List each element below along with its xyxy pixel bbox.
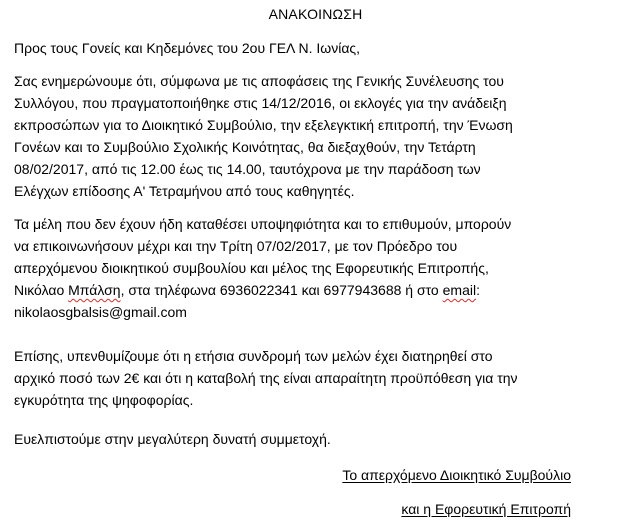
paragraph-line: απερχόμενου διοικητικού συμβουλίου και μέλος της Εφορευτικής Επιτροπής, <box>14 260 489 276</box>
paragraph-line: 08/02/2017, από τις 12.00 έως τις 14.00, ταυτόχρονα με την παράδοση των <box>14 161 481 177</box>
paragraph-line: εγκυρότητα της ψηφοφορίας. <box>14 392 194 408</box>
paragraph-line: να επικοινωνήσουν μέχρι και την Τρίτη 07/02/2017, με τον Πρόεδρο του <box>14 238 458 254</box>
paragraph-elections <box>14 70 614 202</box>
paragraph-candidacy <box>14 213 614 323</box>
contact-line <box>14 279 614 301</box>
greeting-line: Προς τους Γονείς και Κηδεμόνες του 2ου ΓΕΛ Ν. Ιωνίας, <box>14 40 361 56</box>
email-address: nikolaosgbalsis@gmail.com <box>14 304 187 320</box>
contact-text: Νικόλαο <box>14 282 69 298</box>
closing-line: Ευελπιστούμε στην μεγαλύτερη δυνατή συμμετοχή. <box>14 431 331 447</box>
colon-text: : <box>476 282 480 298</box>
document-title: ΑΝΑΚΟΙΝΩΣΗ <box>268 6 363 22</box>
paragraph-line: Συλλόγου, που πραγματοποιήθηκε στις 14/12/2016, οι εκλογές για την ανάδειξη <box>14 95 507 111</box>
paragraph-line: εκπροσώπων για το Διοικητικό Συμβούλιο, την εξελεγκτική επιτροπή, την Ένωση <box>14 117 513 133</box>
email-word: email <box>442 282 477 298</box>
paragraph-line: Σας ενημερώνουμε ότι, σύμφωνα με τις αποφάσεις της Γενικής Συνέλευσης του <box>14 73 504 89</box>
signature-line-committee: και η Εφορευτική Επιτροπή <box>401 501 571 517</box>
paragraph-subscription <box>14 345 614 411</box>
paragraph-line: Επίσης, υπενθυμίζουμε ότι η ετήσια συνδρομή των μελών έχει διατηρηθεί στο <box>14 348 493 364</box>
signature-line-board: Το απερχόμενο Διοικητικό Συμβούλιο <box>342 467 571 483</box>
paragraph-line: Τα μέλη που δεν έχουν ήδη καταθέσει υποψηφιότητα και το επιθυμούν, μπορούν <box>14 216 512 232</box>
phone-numbers-text: , στα τηλέφωνα 6936022341 και 6977943688 ή στο <box>120 282 443 298</box>
paragraph-line: Ελέγχων επίδοσης Α' Τετραμήνου από τους καθηγητές. <box>14 183 355 199</box>
paragraph-line: Γονέων και το Συμβούλιο Σχολικής Κοινότητας, θα διεξαχθούν, την Τετάρτη <box>14 139 476 155</box>
paragraph-line: αρχικό ποσό των 2€ και ότι η καταβολή της είναι απαραίτητη προϋπόθεση για την <box>14 370 518 386</box>
president-name: Μπάλση <box>68 282 121 298</box>
